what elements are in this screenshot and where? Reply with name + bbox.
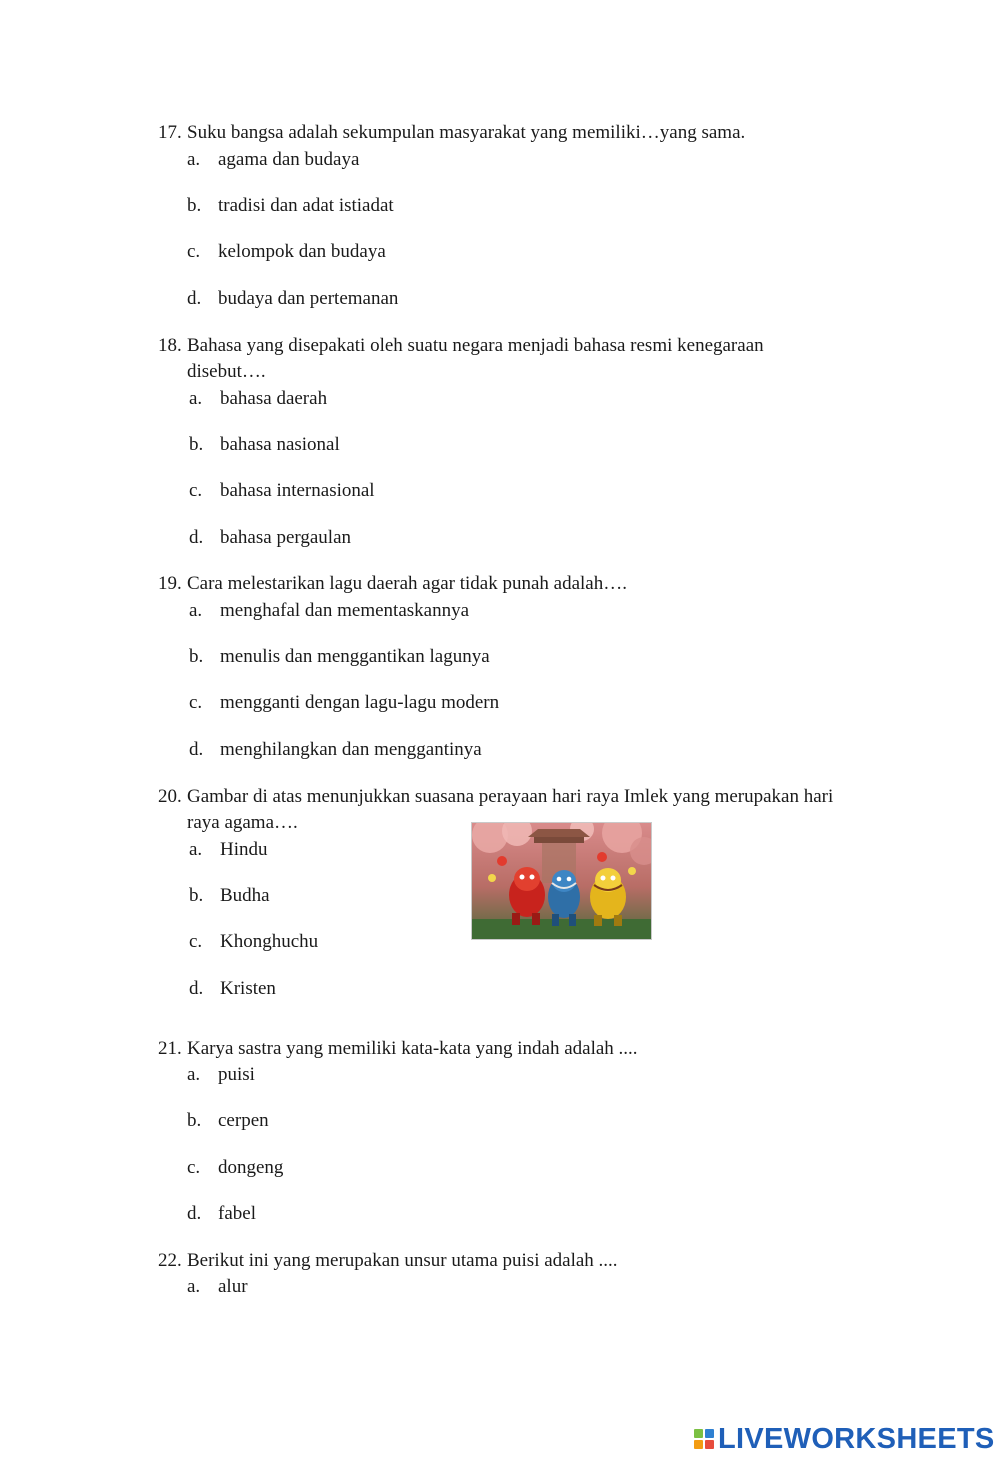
option-letter: d. [189, 527, 204, 548]
option-18-d[interactable] [189, 525, 351, 551]
option-text: alur [218, 1276, 248, 1297]
question-number: 19. [158, 573, 182, 594]
option-20-b[interactable] [189, 883, 270, 909]
option-letter: a. [189, 839, 203, 860]
question-number: 21. [158, 1038, 182, 1059]
option-text: dongeng [218, 1157, 284, 1178]
option-letter: c. [189, 480, 203, 501]
option-text: menulis dan menggantikan lagunya [220, 646, 490, 667]
option-20-c[interactable] [189, 929, 318, 955]
option-letter: a. [189, 388, 203, 409]
option-21-b[interactable] [187, 1108, 269, 1134]
question-text: Suku bangsa adalah sekumpulan masyarakat yang memiliki…yang sama. [187, 122, 746, 143]
question-17 [158, 120, 745, 146]
question-text-continued: disebut…. [187, 361, 266, 382]
option-letter: d. [189, 978, 204, 999]
option-letter: c. [189, 692, 203, 713]
option-18-b[interactable] [189, 432, 340, 458]
question-text: Karya sastra yang memiliki kata-kata yang indah adalah .... [187, 1038, 638, 1059]
option-19-c[interactable] [189, 690, 499, 716]
question-text-continued: raya agama…. [187, 812, 298, 833]
option-letter: a. [187, 149, 201, 170]
logo-text: LIVEWORKSHEETS [718, 1422, 995, 1455]
option-20-a[interactable] [189, 837, 268, 863]
option-text: fabel [218, 1203, 256, 1224]
option-text: Hindu [220, 839, 268, 860]
option-22-a[interactable] [187, 1274, 248, 1300]
option-17-a[interactable] [187, 147, 359, 173]
question-19 [158, 571, 627, 597]
option-text: Budha [220, 885, 270, 906]
option-19-b[interactable] [189, 644, 490, 670]
logo-mark-icon [694, 1429, 714, 1449]
option-17-c[interactable] [187, 239, 386, 265]
option-17-d[interactable] [187, 286, 398, 312]
option-letter: d. [189, 739, 204, 760]
option-21-c[interactable] [187, 1155, 283, 1181]
lion-dance-photo [471, 822, 652, 940]
option-letter: a. [187, 1276, 201, 1297]
option-text: bahasa daerah [220, 388, 328, 409]
question-text: Gambar di atas menunjukkan suasana perayaan hari raya Imlek yang merupakan hari [187, 786, 834, 807]
question-text: Cara melestarikan lagu daerah agar tidak punah adalah…. [187, 573, 627, 594]
option-21-d[interactable] [187, 1201, 256, 1227]
option-letter: b. [187, 1110, 202, 1131]
option-letter: a. [189, 600, 203, 621]
question-text: Bahasa yang disepakati oleh suatu negara menjadi bahasa resmi kenegaraan [187, 335, 764, 356]
option-text: agama dan budaya [218, 149, 360, 170]
option-18-c[interactable] [189, 478, 375, 504]
option-text: Kristen [220, 978, 276, 999]
option-letter: b. [187, 195, 202, 216]
question-number: 22. [158, 1250, 182, 1271]
option-text: kelompok dan budaya [218, 241, 386, 262]
option-text: puisi [218, 1064, 255, 1085]
question-number: 18. [158, 335, 182, 356]
option-text: bahasa nasional [220, 434, 340, 455]
option-letter: c. [187, 1157, 201, 1178]
question-text: Berikut ini yang merupakan unsur utama puisi adalah .... [187, 1250, 618, 1271]
option-letter: c. [187, 241, 201, 262]
option-20-d[interactable] [189, 976, 276, 1002]
question-number: 20. [158, 786, 182, 807]
option-21-a[interactable] [187, 1062, 255, 1088]
option-text: bahasa pergaulan [220, 527, 352, 548]
option-19-d[interactable] [189, 737, 482, 763]
option-text: mengganti dengan lagu-lagu modern [220, 692, 500, 713]
option-letter: a. [187, 1064, 201, 1085]
option-17-b[interactable] [187, 193, 394, 219]
option-text: Khonghuchu [220, 931, 319, 952]
question-number: 17. [158, 122, 182, 143]
option-text: tradisi dan adat istiadat [218, 195, 394, 216]
option-letter: d. [187, 1203, 202, 1224]
option-18-a[interactable] [189, 386, 327, 412]
question-21 [158, 1036, 638, 1062]
option-letter: c. [189, 931, 203, 952]
option-text: cerpen [218, 1110, 269, 1131]
question-22 [158, 1248, 618, 1274]
option-letter: d. [187, 288, 202, 309]
option-letter: b. [189, 646, 204, 667]
option-text: menghilangkan dan menggantinya [220, 739, 482, 760]
option-19-a[interactable] [189, 598, 469, 624]
option-letter: b. [189, 885, 204, 906]
option-letter: b. [189, 434, 204, 455]
option-text: budaya dan pertemanan [218, 288, 399, 309]
option-text: menghafal dan mementaskannya [220, 600, 470, 621]
liveworksheets-logo[interactable] [694, 1424, 995, 1454]
option-text: bahasa internasional [220, 480, 375, 501]
question-18 [158, 333, 764, 385]
